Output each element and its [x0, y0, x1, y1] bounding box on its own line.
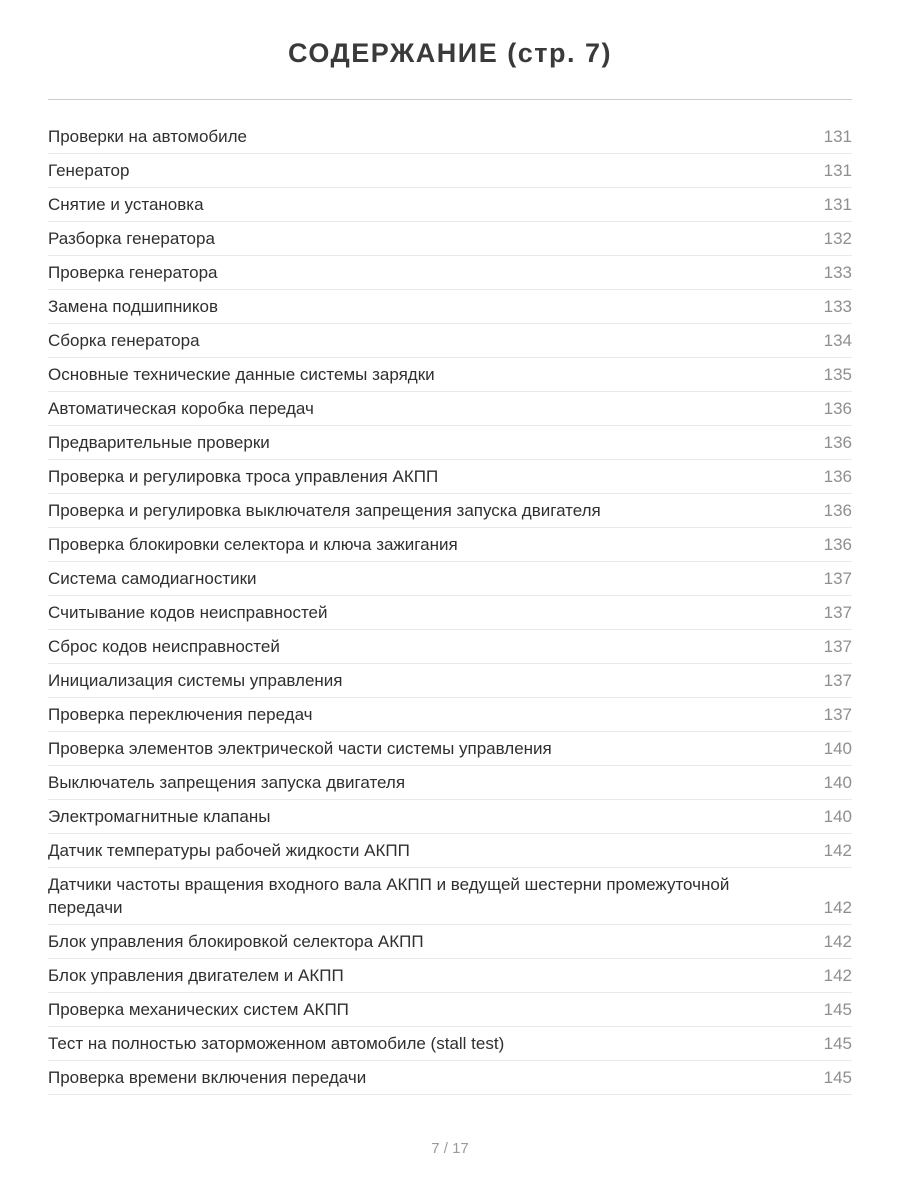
toc-row: [48, 925, 852, 959]
toc-entry-page: 142: [823, 841, 852, 861]
toc-entry-label: Сброс кодов неисправностей: [48, 637, 280, 657]
toc-entry-page: 136: [823, 501, 852, 521]
toc-row: [48, 426, 852, 460]
toc-entry-label: Проверка переключения передач: [48, 705, 313, 725]
toc-entry-page: 140: [823, 807, 852, 827]
toc-entry-page: 145: [823, 1068, 852, 1088]
toc-row: [48, 732, 852, 766]
toc-entry-page: 136: [823, 399, 852, 419]
toc-row: [48, 664, 852, 698]
toc-entry-page: 142: [823, 966, 852, 986]
toc-entry-label: Проверка элементов электрической части системы управления: [48, 739, 552, 759]
toc-entry-label: Проверка механических систем АКПП: [48, 1000, 349, 1020]
toc-row: [48, 800, 852, 834]
toc-entry-label: Инициализация системы управления: [48, 671, 343, 691]
toc-row: [48, 154, 852, 188]
toc-row: [48, 290, 852, 324]
toc-entry-label: Замена подшипников: [48, 297, 218, 317]
toc-entry-label: Сборка генератора: [48, 331, 200, 351]
toc-entry-label: Выключатель запрещения запуска двигателя: [48, 773, 406, 793]
toc-entry-page: 137: [823, 637, 852, 657]
toc-entry-page: 137: [823, 603, 852, 623]
toc-row: [48, 698, 852, 732]
toc-row: [48, 834, 852, 868]
toc-entry-page: 145: [823, 1034, 852, 1054]
toc-row: [48, 460, 852, 494]
toc-entry-label: Предварительные проверки: [48, 433, 270, 453]
toc-entry-label: Система самодиагностики: [48, 569, 257, 589]
toc-entry-page: 136: [823, 433, 852, 453]
toc-entry-page: 133: [823, 263, 852, 283]
toc-entry-label: Разборка генератора: [48, 229, 215, 249]
toc-entry-page: 131: [823, 195, 852, 215]
toc-entry-page: 134: [823, 331, 852, 351]
toc-row: [48, 1027, 852, 1061]
toc-entry-label: Автоматическая коробка передач: [48, 399, 314, 419]
title-divider: [48, 99, 852, 100]
toc-row: [48, 1061, 852, 1095]
toc-entry-page: 131: [823, 127, 852, 147]
toc-entry-page: 136: [823, 467, 852, 487]
toc-entry-label: Проверка генератора: [48, 263, 218, 283]
toc-entry-label: Блок управления двигателем и АКПП: [48, 966, 344, 986]
toc-entry-label: Проверка и регулировка выключателя запрещения запуска двигателя: [48, 501, 601, 521]
toc-row: [48, 392, 852, 426]
toc-row: [48, 256, 852, 290]
toc-entry-label: Снятие и установка: [48, 195, 204, 215]
toc-entry-page: 133: [823, 297, 852, 317]
toc-row: [48, 766, 852, 800]
toc-list: [48, 120, 852, 1095]
toc-entry-label: Блок управления блокировкой селектора АКПП: [48, 932, 424, 952]
toc-entry-label: Проверка и регулировка троса управления АКПП: [48, 467, 439, 487]
toc-row: [48, 596, 852, 630]
toc-row: [48, 358, 852, 392]
toc-page: [48, 0, 852, 1095]
toc-entry-label: Электромагнитные клапаны: [48, 807, 271, 827]
toc-entry-label: Основные технические данные системы зарядки: [48, 365, 435, 385]
toc-entry-page: 142: [823, 932, 852, 952]
toc-entry-page: 135: [823, 365, 852, 385]
toc-row: [48, 528, 852, 562]
toc-entry-page: 145: [823, 1000, 852, 1020]
page-title: СОДЕРЖАНИЕ (стр. 7): [288, 38, 612, 68]
toc-entry-page: 142: [823, 898, 852, 918]
toc-entry-page: 137: [823, 671, 852, 691]
toc-row: [48, 868, 852, 925]
toc-entry-label: Датчик температуры рабочей жидкости АКПП: [48, 841, 410, 861]
toc-entry-label: Проверка блокировки селектора и ключа зажигания: [48, 535, 458, 555]
toc-row: [48, 188, 852, 222]
toc-entry-label: Считывание кодов неисправностей: [48, 603, 328, 623]
toc-entry-page: 137: [823, 569, 852, 589]
toc-row: [48, 324, 852, 358]
toc-entry-page: 136: [823, 535, 852, 555]
toc-entry-label: Проверка времени включения передачи: [48, 1068, 367, 1088]
toc-entry-page: 140: [823, 773, 852, 793]
toc-row: [48, 630, 852, 664]
toc-row: [48, 959, 852, 993]
toc-entry-label: Генератор: [48, 161, 130, 181]
toc-entry-label: Проверки на автомобиле: [48, 127, 248, 147]
toc-row: [48, 222, 852, 256]
toc-row: [48, 120, 852, 154]
toc-entry-label: Тест на полностью заторможенном автомобиле (stall test): [48, 1034, 505, 1054]
toc-entry-page: 131: [823, 161, 852, 181]
toc-entry-page: 140: [823, 739, 852, 759]
toc-row: [48, 562, 852, 596]
toc-entry-label: Датчики частоты вращения входного вала АКПП и ведущей шестерни промежуточной передачи: [48, 875, 730, 918]
page-indicator: 7 / 17: [431, 1140, 469, 1157]
toc-row: [48, 993, 852, 1027]
toc-row: [48, 494, 852, 528]
toc-entry-page: 137: [823, 705, 852, 725]
toc-entry-page: 132: [823, 229, 852, 249]
